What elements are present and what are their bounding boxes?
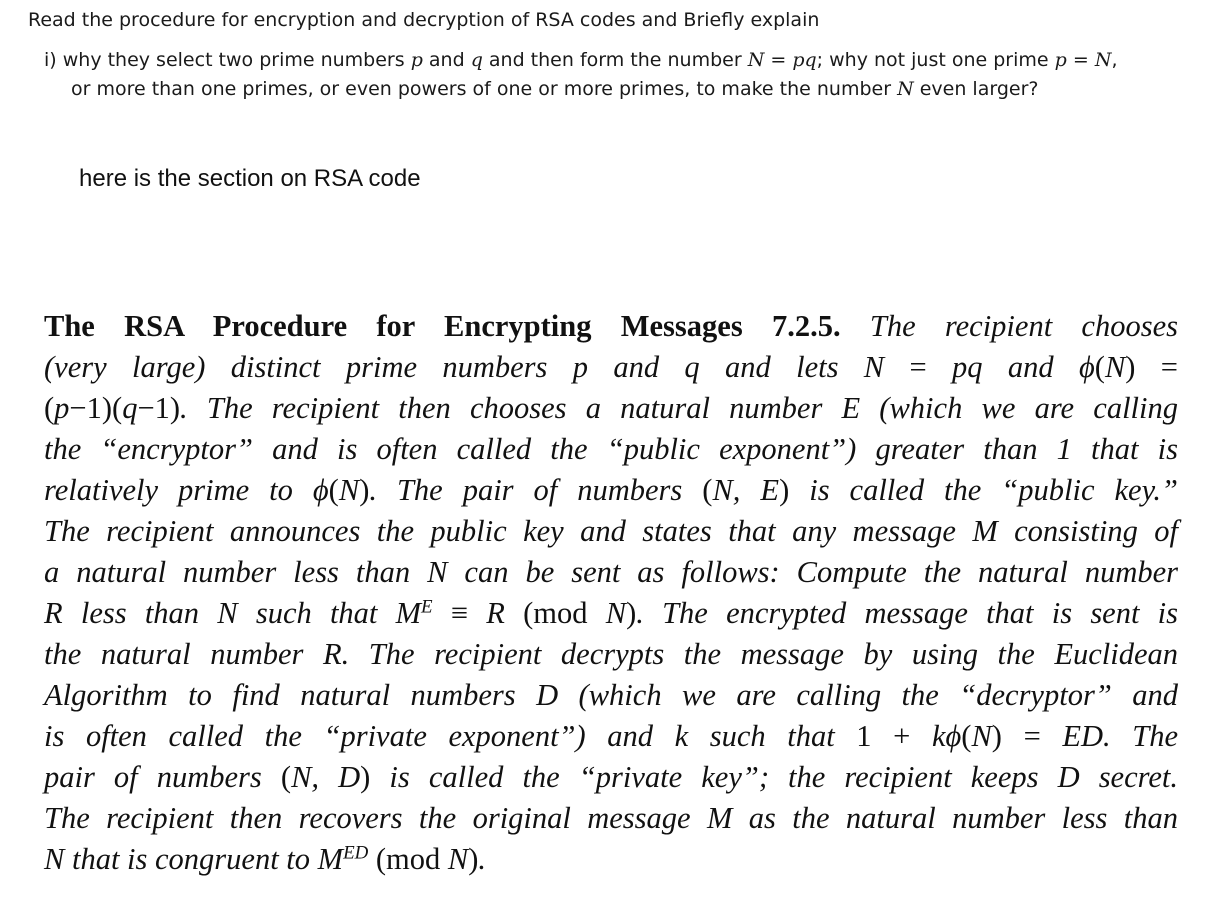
- rsa-line-12: pair of numbers (N, D) is called the “private key”; the recipient keeps D secret.: [44, 760, 1179, 794]
- rsa-line-10: Algorithm to find natural numbers D (which we are calling the “decryptor” and: [44, 678, 1178, 712]
- rsa-line-3: (p−1)(q−1). The recipient then chooses a natural number E (which we are calling: [44, 391, 1178, 425]
- rsa-line-7: a natural number less than N can be sent as follows: Compute the natural number: [44, 555, 1178, 589]
- section-note: here is the section on RSA code: [79, 165, 421, 192]
- rsa-line-6: The recipient announces the public key and states that any message M consisting of: [44, 514, 1178, 548]
- rsa-line-11: is often called the “private exponent”) and k such that 1 + kϕ(N) = ED. The: [44, 719, 1179, 753]
- question-part-i-line2: or more than one primes, or even powers of one or more primes, to make the number N even larger?: [71, 78, 1039, 100]
- rsa-line-9: the natural number R. The recipient decrypts the message by using the Euclidean: [44, 637, 1178, 671]
- rsa-line-8: R less than N such that $M^E \equiv R$ (mod N). The encrypted message that is sent is: [44, 596, 1179, 630]
- rsa-line-13: The recipient then recovers the original message M as the natural number less than: [44, 801, 1178, 835]
- rsa-line-14: N that is congruent to $M^{ED}$ (mod N).: [44, 842, 487, 876]
- question-part-i-line1: i) why they select two prime numbers p and q and then form the number N = pq; why not just one prime p = N,: [44, 49, 1118, 71]
- rsa-line-5: relatively prime to ϕ(N). The pair of numbers (N, E) is called the “public key.”: [44, 473, 1179, 507]
- question-intro: Read the procedure for encryption and decryption of RSA codes and Briefly explain: [28, 9, 820, 31]
- rsa-line-4: the “encryptor” and is often called the “public exponent”) greater than 1 that is: [44, 432, 1178, 466]
- rsa-line-2: (very large) distinct prime numbers p and q and lets N = pq and ϕ(N) =: [44, 350, 1178, 384]
- rsa-line-1: The RSA Procedure for Encrypting Messages 7.2.5. The recipient chooses: [44, 309, 1178, 343]
- rsa-heading: The RSA Procedure for Encrypting Messages 7.2.5.: [44, 309, 841, 343]
